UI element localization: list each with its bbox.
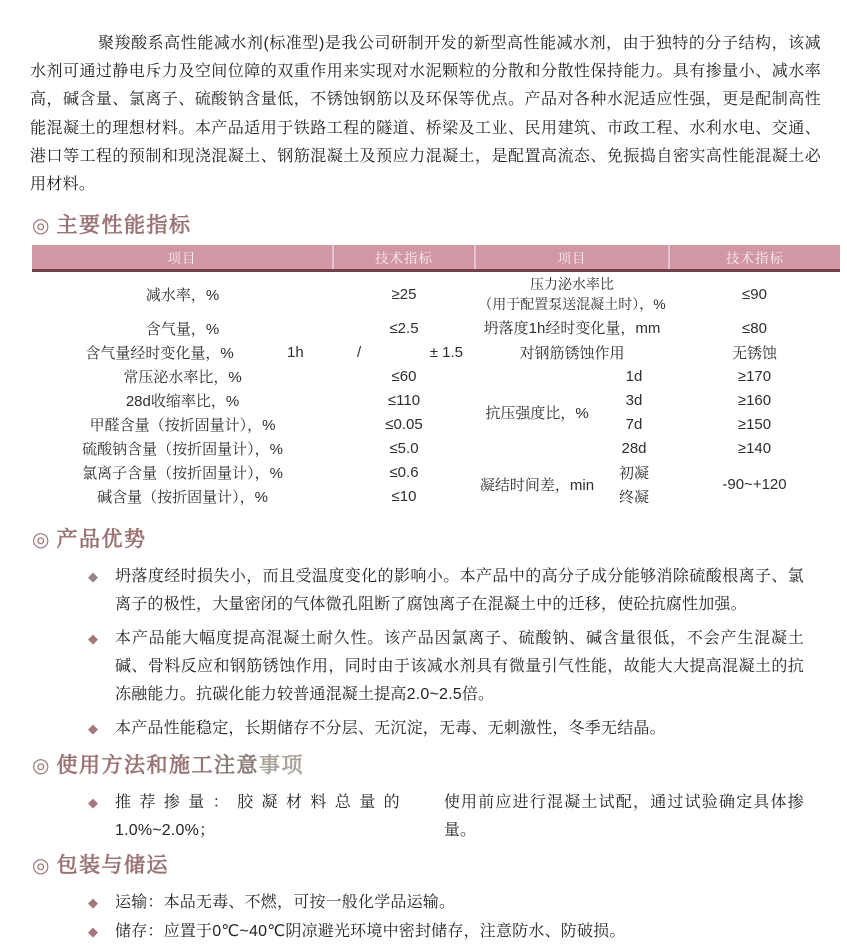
list-item [86, 789, 804, 845]
cell-value: ≤60 [391, 368, 417, 386]
table-row [32, 271, 840, 317]
cell-age: 终凝 [618, 489, 649, 507]
section-marker-icon: ◎ [32, 754, 50, 777]
table-row [32, 317, 840, 341]
diamond-bullet-icon: ◆ [88, 794, 99, 810]
storage-text: 储存：应置于0℃~40℃阴凉避光环境中密封储存，注意防水、防破损。 [115, 922, 626, 940]
cell-line2: （用于配置泵送混凝土时），% [478, 296, 666, 313]
cell-age: 1d [625, 368, 643, 386]
cell-value-right: ≤80 [742, 320, 767, 338]
table-header-row [32, 245, 840, 271]
diamond-bullet-icon: ◆ [88, 568, 99, 584]
section-title-performance [32, 213, 847, 239]
section-title-text: 使用方法和施工 [56, 753, 214, 777]
cell-item-right: 坍落度1h经时变化量，mm [483, 319, 661, 337]
datasheet-page [0, 30, 847, 940]
cell-value-right: -90~+120 [722, 476, 787, 494]
section-title-text: 包装与储运 [56, 853, 169, 877]
cell-value: ≤0.05 [385, 416, 423, 434]
advantages-list [86, 563, 804, 743]
section-marker-icon: ◎ [32, 215, 50, 238]
cell-value-right: 无锈蚀 [731, 345, 777, 363]
list-item [86, 715, 804, 743]
cell-item: 常压泌水率比，% [123, 369, 242, 387]
cell-value-right: ≥150 [737, 416, 772, 434]
cell-value-right: ≥170 [737, 368, 772, 386]
cell-value: ≤5.0 [389, 440, 419, 458]
cell-value-right: ≤90 [742, 285, 767, 303]
cell-age: 3d [625, 392, 643, 410]
header-spec-right: 技术指标 [669, 245, 840, 271]
cell-value [333, 341, 475, 365]
diamond-bullet-icon: ◆ [88, 720, 99, 736]
cell-value-right: ≥160 [737, 392, 772, 410]
diamond-bullet-icon: ◆ [88, 894, 99, 910]
section-marker-icon: ◎ [32, 854, 50, 877]
list-item [86, 625, 804, 709]
cell-value: ≤10 [391, 488, 417, 506]
cell-value-number: ± 1.5 [429, 344, 463, 362]
cell-item: 含气量，% [145, 321, 220, 339]
packaging-list [86, 889, 804, 946]
cell-item: 硫酸钠含量（按折固量计），% [82, 441, 283, 459]
cell-item-right [475, 271, 669, 317]
cell-group-label-setting: 凝结时间差，min [479, 477, 595, 495]
cell-value-right: ≥140 [737, 440, 772, 458]
cell-item: 碱含量（按折固量计），% [97, 489, 268, 507]
header-item-left: 项目 [32, 245, 333, 271]
diamond-bullet-icon: ◆ [88, 630, 99, 646]
table-row [32, 341, 840, 365]
usage-list [86, 789, 804, 845]
dosage-text: 推荐掺量：胶凝材料总量的1.0%~2.0%； [115, 793, 400, 839]
table-row [32, 413, 840, 437]
header-spec-left: 技术指标 [333, 245, 475, 271]
cell-age: 28d [621, 440, 647, 458]
section-title-usage [32, 753, 847, 779]
cell-item: 28d收缩率比，% [125, 393, 240, 411]
section-title-note: 注意 [213, 753, 259, 777]
table-row [32, 389, 840, 413]
cell-item: 甲醛含量（按折固量计），% [89, 417, 276, 435]
cell-line1: 压力泌水率比 [530, 276, 614, 293]
section-title-text: 产品优势 [56, 527, 147, 551]
cell-item: 氯离子含量（按折固量计），% [82, 465, 283, 483]
cell-age: 初凝 [618, 465, 649, 483]
intro-paragraph: 聚羧酸系高性能减水剂(标准型)是我公司研制开发的新型高性能减水剂，由于独特的分子结构，该减水剂可通过静电斥力及空间位障的双重作用来实现对水泥颗粒的分散和分散性保持能力。具有掺量小、减水率高，碱含量、氯离子、硫酸钠含量低，不锈蚀钢筋以及环保等优点。产品对各种水泥适应性强，更是配制高性能混凝土的理想材料。本产品适用于铁路工程的隧道、桥梁及工业、民用建筑、市政工程、水利水电、交通、港口等工程的预制和现浇混凝土、钢筋混凝土及预应力混凝土，是配置高流态、免振捣自密实高性能混凝土必用材料。 [30, 35, 821, 194]
section-title-advantages [32, 527, 847, 553]
performance-table [32, 245, 840, 509]
bullet-text: 本产品性能稳定，长期储存不分层、无沉淀，无毒、无刺激性，冬季无结晶。 [115, 719, 666, 737]
cell-value: ≤110 [387, 392, 421, 410]
header-item-right: 项目 [475, 245, 669, 271]
transport-text: 运输：本品无毒、不燃，可按一般化学品运输。 [115, 893, 456, 911]
bullet-text: 坍落度经时损失小，而且受温度变化的影响小。本产品中的高分子成分能够消除硫酸根离子、氯离子的极性，大量密闭的气体微孔阻断了腐蚀离子在混凝土中的迁移，使砼抗腐性加强。 [115, 567, 804, 613]
cell-item: 减水率，% [145, 286, 220, 304]
table-row [32, 365, 840, 389]
bullet-text: 本产品能大幅度提高混凝土耐久性。该产品因氯离子、硫酸钠、碱含量很低，不会产生混凝土碱、骨料反应和钢筋锈蚀作用，同时由于该减水剂具有微量引气性能，故能大大提高混凝土的抗冻融能力。抗碳化能力较普通混凝土提高2.0~2.5倍。 [115, 629, 804, 703]
cell-item [32, 341, 333, 365]
section-title-note-faded: 事项 [258, 753, 304, 777]
cell-value: ≥25 [391, 285, 417, 303]
section-title-text: 主要性能指标 [56, 214, 192, 238]
cell-value-slash: / [357, 344, 362, 362]
cell-item-right: 对钢筋锈蚀作用 [519, 345, 625, 363]
table-row [32, 437, 840, 461]
table-row [32, 461, 840, 485]
list-item [86, 918, 804, 946]
cell-item-suffix: 1h [287, 344, 304, 362]
diamond-bullet-icon: ◆ [88, 923, 99, 939]
cell-group-label-strength: 抗压强度比，% [485, 405, 589, 423]
list-item [86, 889, 804, 917]
cell-item-label: 含气量经时变化量，% [85, 345, 234, 363]
list-item [86, 563, 804, 619]
section-marker-icon: ◎ [32, 528, 50, 551]
cell-age: 7d [625, 416, 643, 434]
cell-value: ≤2.5 [389, 320, 419, 338]
trial-text: 使用前应进行混凝土试配，通过试验确定具体掺量。 [443, 793, 804, 839]
cell-value: ≤0.6 [389, 464, 419, 482]
